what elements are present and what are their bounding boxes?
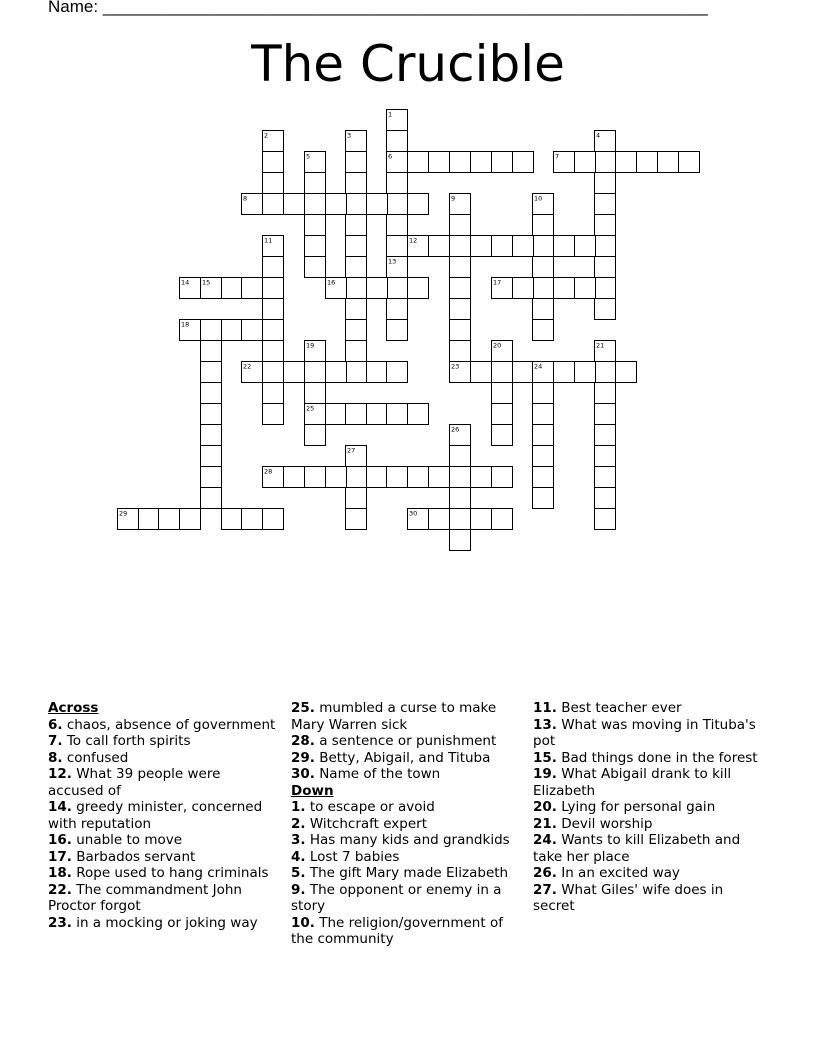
grid-cell[interactable]: [305, 257, 326, 278]
clue-text: Has many kids and grandkids: [305, 832, 510, 848]
grid-cell[interactable]: [387, 215, 408, 236]
grid-cell[interactable]: [346, 278, 367, 299]
clue-number: 5.: [291, 865, 306, 881]
grid-cell[interactable]: [595, 404, 616, 425]
grid-cell[interactable]: [450, 299, 471, 320]
grid-cell[interactable]: [263, 404, 284, 425]
clue-number-14: 14: [181, 278, 190, 287]
clue-number-25: 25: [306, 404, 315, 413]
grid-cell[interactable]: [595, 488, 616, 509]
grid-cell[interactable]: [595, 509, 616, 530]
grid-cell[interactable]: [450, 467, 471, 488]
grid-cell[interactable]: [595, 446, 616, 467]
grid-cell[interactable]: [201, 320, 222, 341]
clue-number: 7.: [48, 733, 63, 749]
grid-cell[interactable]: [450, 257, 471, 278]
grid-cell[interactable]: [513, 362, 534, 383]
grid-cell[interactable]: [180, 509, 201, 530]
grid-cell[interactable]: [513, 152, 534, 173]
clue-number: 21.: [533, 815, 557, 832]
across-clue: [291, 700, 515, 733]
grid-cell[interactable]: [263, 278, 284, 299]
grid-cell[interactable]: [533, 383, 554, 404]
clue-number: 13.: [533, 716, 557, 733]
grid-cell[interactable]: [533, 425, 554, 446]
grid-cell[interactable]: [595, 383, 616, 404]
grid-cell[interactable]: [222, 509, 243, 530]
clue-text: Witchcraft expert: [305, 815, 428, 832]
clue-number-24: 24: [534, 362, 543, 371]
clue-text: Betty, Abigail, and Tituba: [314, 749, 491, 766]
grid-cell[interactable]: [263, 362, 284, 383]
clue-number: 9.: [291, 881, 306, 898]
clue-number: 14.: [48, 799, 72, 815]
grid-cell[interactable]: [201, 488, 222, 509]
grid-cell[interactable]: [595, 215, 616, 236]
clue-number: 12.: [48, 766, 72, 782]
grid-cell[interactable]: [346, 299, 367, 320]
grid-cell[interactable]: [408, 467, 429, 488]
clue-text: Bad things done in the forest: [556, 749, 758, 766]
clue-number-1: 1: [388, 110, 393, 119]
down-clue: [291, 816, 515, 833]
clue-text: mumbled a curse to make Mary Warren sick: [291, 700, 497, 733]
grid-cell[interactable]: [201, 446, 222, 467]
clue-number: 30.: [291, 766, 315, 782]
clue-text: Best teacher ever: [556, 700, 682, 716]
grid-cell[interactable]: [554, 278, 575, 299]
clue-number: 2.: [291, 815, 306, 832]
clue-number: 17.: [48, 848, 72, 865]
clue-number-15: 15: [202, 278, 211, 287]
down-clue: [291, 915, 515, 948]
grid-cell[interactable]: [595, 467, 616, 488]
grid-cell[interactable]: [346, 509, 367, 530]
grid-cell[interactable]: [201, 362, 222, 383]
clue-text: in a mocking or joking way: [71, 914, 258, 931]
grid-cell[interactable]: [533, 215, 554, 236]
grid-cell[interactable]: [471, 509, 492, 530]
clue-number-5: 5: [306, 152, 311, 161]
clues-column-1: [48, 700, 280, 931]
across-clue: [291, 750, 515, 767]
grid-cell[interactable]: [408, 194, 429, 215]
across-clue: [48, 882, 280, 915]
grid-cell[interactable]: [492, 509, 513, 530]
clue-text: unable to move: [71, 832, 183, 848]
clue-number-9: 9: [451, 194, 456, 203]
grid-cell[interactable]: [305, 236, 326, 257]
down-clue: [533, 865, 768, 882]
grid-cell[interactable]: [533, 236, 554, 257]
down-clue: [533, 700, 768, 717]
grid-cell[interactable]: [429, 467, 450, 488]
grid-cell[interactable]: [367, 362, 388, 383]
clue-text: Rope used to hang criminals: [71, 865, 269, 881]
grid-cell[interactable]: [679, 152, 700, 173]
grid-cell[interactable]: [492, 404, 513, 425]
grid-cell[interactable]: [450, 215, 471, 236]
clue-number: 4.: [291, 848, 306, 865]
grid-cell[interactable]: [595, 299, 616, 320]
clue-text: Devil worship: [556, 815, 653, 832]
across-clue: [48, 799, 280, 832]
grid-cell[interactable]: [471, 236, 492, 257]
grid-cell[interactable]: [450, 152, 471, 173]
across-clue: [48, 750, 280, 767]
clues-column-2: [291, 700, 515, 948]
grid-cell[interactable]: [326, 194, 347, 215]
across-clue: [48, 915, 280, 932]
grid-cell[interactable]: [492, 236, 513, 257]
clue-number: 18.: [48, 865, 72, 881]
grid-cell[interactable]: [284, 362, 305, 383]
grid-cell[interactable]: [346, 194, 367, 215]
grid-cell[interactable]: [387, 173, 408, 194]
clue-number: 8.: [48, 749, 63, 766]
grid-cell[interactable]: [492, 152, 513, 173]
grid-cell[interactable]: [346, 257, 367, 278]
grid-cell[interactable]: [658, 152, 679, 173]
grid-cell[interactable]: [263, 320, 284, 341]
grid-cell[interactable]: [408, 404, 429, 425]
clue-number-20: 20: [493, 341, 502, 350]
grid-cell[interactable]: [346, 173, 367, 194]
clue-text: To call forth spirits: [62, 733, 191, 749]
clue-number: 11.: [533, 700, 557, 716]
clue-number: 19.: [533, 766, 557, 782]
grid-cell[interactable]: [201, 425, 222, 446]
grid-cell[interactable]: [387, 467, 408, 488]
clue-number: 28.: [291, 733, 315, 749]
across-heading: Across: [48, 700, 99, 716]
down-clue: [533, 766, 768, 799]
grid-cell[interactable]: [595, 173, 616, 194]
across-clue: [48, 717, 280, 734]
clue-number: 29.: [291, 749, 315, 766]
grid-cell[interactable]: [387, 194, 408, 215]
grid-cell[interactable]: [387, 404, 408, 425]
across-clue: [48, 832, 280, 849]
grid-cell[interactable]: [263, 194, 284, 215]
grid-cell[interactable]: [429, 509, 450, 530]
grid-cell[interactable]: [492, 362, 513, 383]
clue-text: Name of the town: [314, 766, 441, 782]
grid-cell[interactable]: [595, 257, 616, 278]
grid-cell[interactable]: [201, 404, 222, 425]
grid-cell[interactable]: [367, 194, 388, 215]
grid-cell[interactable]: [346, 488, 367, 509]
grid-cell[interactable]: [367, 404, 388, 425]
grid-cell[interactable]: [242, 509, 263, 530]
grid-cell[interactable]: [139, 509, 160, 530]
down-clue: [533, 816, 768, 833]
down-clue: [291, 849, 515, 866]
clue-number: 6.: [48, 716, 63, 733]
grid-cell[interactable]: [429, 236, 450, 257]
grid-cell[interactable]: [305, 362, 326, 383]
grid-cell[interactable]: [201, 467, 222, 488]
grid-cell[interactable]: [533, 446, 554, 467]
clue-number: 26.: [533, 865, 557, 881]
clue-text: What was moving in Tituba's pot: [533, 716, 756, 749]
down-clue: [533, 717, 768, 750]
clue-text: greedy minister, concerned with reputation: [48, 799, 263, 832]
down-clue: [533, 750, 768, 767]
clue-number: 23.: [48, 914, 72, 931]
grid-cell[interactable]: [346, 236, 367, 257]
clue-text: What Giles' wife does in secret: [533, 881, 724, 914]
grid-cell[interactable]: [263, 257, 284, 278]
grid-cell[interactable]: [492, 383, 513, 404]
grid-cell[interactable]: [595, 278, 616, 299]
grid-cell[interactable]: [450, 320, 471, 341]
clue-text: What Abigail drank to kill Elizabeth: [533, 766, 732, 799]
grid-cell[interactable]: [595, 236, 616, 257]
grid-cell[interactable]: [263, 509, 284, 530]
grid-cell[interactable]: [616, 152, 637, 173]
across-clue: [48, 766, 280, 799]
grid-cell[interactable]: [533, 488, 554, 509]
across-clue: [48, 865, 280, 882]
grid-cell[interactable]: [595, 425, 616, 446]
grid-cell[interactable]: [242, 320, 263, 341]
grid-cell[interactable]: [326, 467, 347, 488]
clue-number: 10.: [291, 914, 315, 931]
clue-number: 27.: [533, 881, 557, 898]
clue-number-3: 3: [347, 131, 352, 140]
grid-cell[interactable]: [263, 299, 284, 320]
clue-number: 3.: [291, 832, 306, 848]
clue-number-6: 6: [388, 152, 393, 161]
clue-number-26: 26: [451, 425, 460, 434]
grid-cell[interactable]: [346, 404, 367, 425]
clue-text: In an excited way: [556, 865, 680, 881]
grid-cell[interactable]: [450, 509, 471, 530]
clues-column-3: [533, 700, 768, 915]
clue-number-4: 4: [596, 131, 601, 140]
grid-cell[interactable]: [346, 341, 367, 362]
grid-cell[interactable]: [616, 362, 637, 383]
grid-cell[interactable]: [387, 131, 408, 152]
grid-cell[interactable]: [201, 383, 222, 404]
grid-cell[interactable]: [305, 173, 326, 194]
page-title: The Crucible: [251, 35, 565, 93]
grid-cell[interactable]: [450, 446, 471, 467]
grid-cell[interactable]: [387, 320, 408, 341]
grid-cell[interactable]: [387, 299, 408, 320]
grid-cell[interactable]: [492, 425, 513, 446]
clue-number: 16.: [48, 832, 72, 848]
grid-cell[interactable]: [326, 362, 347, 383]
grid-cell[interactable]: [575, 236, 596, 257]
down-heading: Down: [291, 782, 334, 799]
grid-cell[interactable]: [284, 194, 305, 215]
grid-cell[interactable]: [263, 341, 284, 362]
clue-number: 15.: [533, 749, 557, 766]
grid-cell[interactable]: [305, 194, 326, 215]
grid-cell[interactable]: [533, 404, 554, 425]
grid-cell[interactable]: [450, 278, 471, 299]
grid-cell[interactable]: [533, 299, 554, 320]
clue-number-18: 18: [181, 320, 190, 329]
grid-cell[interactable]: [450, 236, 471, 257]
clue-text: Barbados servant: [71, 848, 196, 865]
grid-cell[interactable]: [242, 278, 263, 299]
clue-number: 22.: [48, 881, 72, 898]
grid-cell[interactable]: [471, 467, 492, 488]
down-clue: [291, 882, 515, 915]
across-clue: [48, 733, 280, 750]
grid-cell[interactable]: [471, 152, 492, 173]
grid-cell[interactable]: [575, 362, 596, 383]
clue-text: The gift Mary made Elizabeth: [305, 865, 509, 881]
clue-number-29: 29: [119, 509, 128, 518]
clue-text: Lying for personal gain: [556, 799, 716, 815]
grid-cell[interactable]: [595, 194, 616, 215]
grid-cell[interactable]: [450, 341, 471, 362]
clue-number-12: 12: [409, 236, 418, 245]
clue-number-17: 17: [493, 278, 502, 287]
clue-text: to escape or avoid: [305, 799, 435, 815]
grid-cell[interactable]: [305, 425, 326, 446]
grid-cell[interactable]: [450, 530, 471, 551]
grid-cell[interactable]: [222, 320, 243, 341]
grid-cell[interactable]: [575, 278, 596, 299]
grid-cell[interactable]: [492, 467, 513, 488]
grid-cell[interactable]: [533, 320, 554, 341]
clue-number: 24.: [533, 832, 557, 848]
clue-number-28: 28: [264, 467, 273, 476]
grid-cell[interactable]: [305, 467, 326, 488]
clue-number: 25.: [291, 700, 315, 716]
grid-cell[interactable]: [387, 278, 408, 299]
clue-text: The opponent or enemy in a story: [291, 881, 502, 914]
down-clue: [533, 832, 768, 865]
clue-text: The commandment John Proctor forgot: [48, 881, 242, 914]
grid-cell[interactable]: [284, 467, 305, 488]
grid-cell[interactable]: [429, 152, 450, 173]
clue-number-10: 10: [534, 194, 543, 203]
name-blank-line[interactable]: ________________________________________________________________: [102, 0, 708, 16]
grid-cell[interactable]: [408, 278, 429, 299]
grid-cell[interactable]: [408, 152, 429, 173]
clue-text: chaos, absence of government: [62, 716, 276, 733]
clue-text: Wants to kill Elizabeth and take her place: [533, 832, 741, 865]
down-clue: [533, 882, 768, 915]
grid-cell[interactable]: [201, 341, 222, 362]
across-clue: [291, 766, 515, 783]
grid-cell[interactable]: [533, 257, 554, 278]
grid-cell[interactable]: [263, 173, 284, 194]
grid-cell[interactable]: [159, 509, 180, 530]
grid-cell[interactable]: [533, 278, 554, 299]
clue-text: What 39 people were accused of: [48, 766, 221, 799]
clue-number-23: 23: [451, 362, 460, 371]
grid-cell[interactable]: [575, 152, 596, 173]
clue-number-7: 7: [555, 152, 560, 161]
clue-text: Lost 7 babies: [305, 848, 400, 865]
clue-number-8: 8: [243, 194, 248, 203]
down-clue: [291, 865, 515, 882]
grid-cell[interactable]: [513, 236, 534, 257]
clue-number-13: 13: [388, 257, 397, 266]
grid-cell[interactable]: [387, 236, 408, 257]
clue-text: confused: [62, 749, 129, 766]
grid-cell[interactable]: [263, 383, 284, 404]
clue-number: 1.: [291, 799, 306, 815]
clue-number-19: 19: [306, 341, 315, 350]
clue-number-22: 22: [243, 362, 252, 371]
clue-number-2: 2: [264, 131, 269, 140]
grid-cell[interactable]: [326, 404, 347, 425]
grid-cell[interactable]: [387, 362, 408, 383]
across-clue: [48, 849, 280, 866]
grid-cell[interactable]: [346, 320, 367, 341]
clue-number-16: 16: [327, 278, 336, 287]
grid-cell[interactable]: [346, 152, 367, 173]
clue-number-30: 30: [409, 509, 418, 518]
grid-cell[interactable]: [346, 467, 367, 488]
grid-cell[interactable]: [367, 467, 388, 488]
grid-cell[interactable]: [305, 383, 326, 404]
grid-cell[interactable]: [346, 362, 367, 383]
clue-text: a sentence or punishment: [314, 733, 497, 749]
grid-cell[interactable]: [222, 278, 243, 299]
grid-cell[interactable]: [346, 215, 367, 236]
grid-cell[interactable]: [367, 278, 388, 299]
down-clue: [291, 832, 515, 849]
grid-cell[interactable]: [595, 152, 616, 173]
grid-cell[interactable]: [513, 278, 534, 299]
clue-number-27: 27: [347, 446, 356, 455]
grid-cell[interactable]: [305, 215, 326, 236]
clue-number-11: 11: [264, 236, 273, 245]
name-label: Name:: [48, 0, 103, 16]
grid-cell[interactable]: [595, 362, 616, 383]
clue-number-21: 21: [596, 341, 605, 350]
down-clue: [533, 799, 768, 816]
grid-cell[interactable]: [554, 236, 575, 257]
grid-cell[interactable]: [263, 152, 284, 173]
grid-cell[interactable]: [533, 467, 554, 488]
grid-cell[interactable]: [471, 362, 492, 383]
grid-cell[interactable]: [450, 488, 471, 509]
grid-cell[interactable]: [637, 152, 658, 173]
across-clue: [291, 733, 515, 750]
grid-cell[interactable]: [554, 362, 575, 383]
down-clue: [291, 799, 515, 816]
clue-text: The religion/government of the community: [291, 914, 503, 947]
clue-number: 20.: [533, 799, 557, 815]
